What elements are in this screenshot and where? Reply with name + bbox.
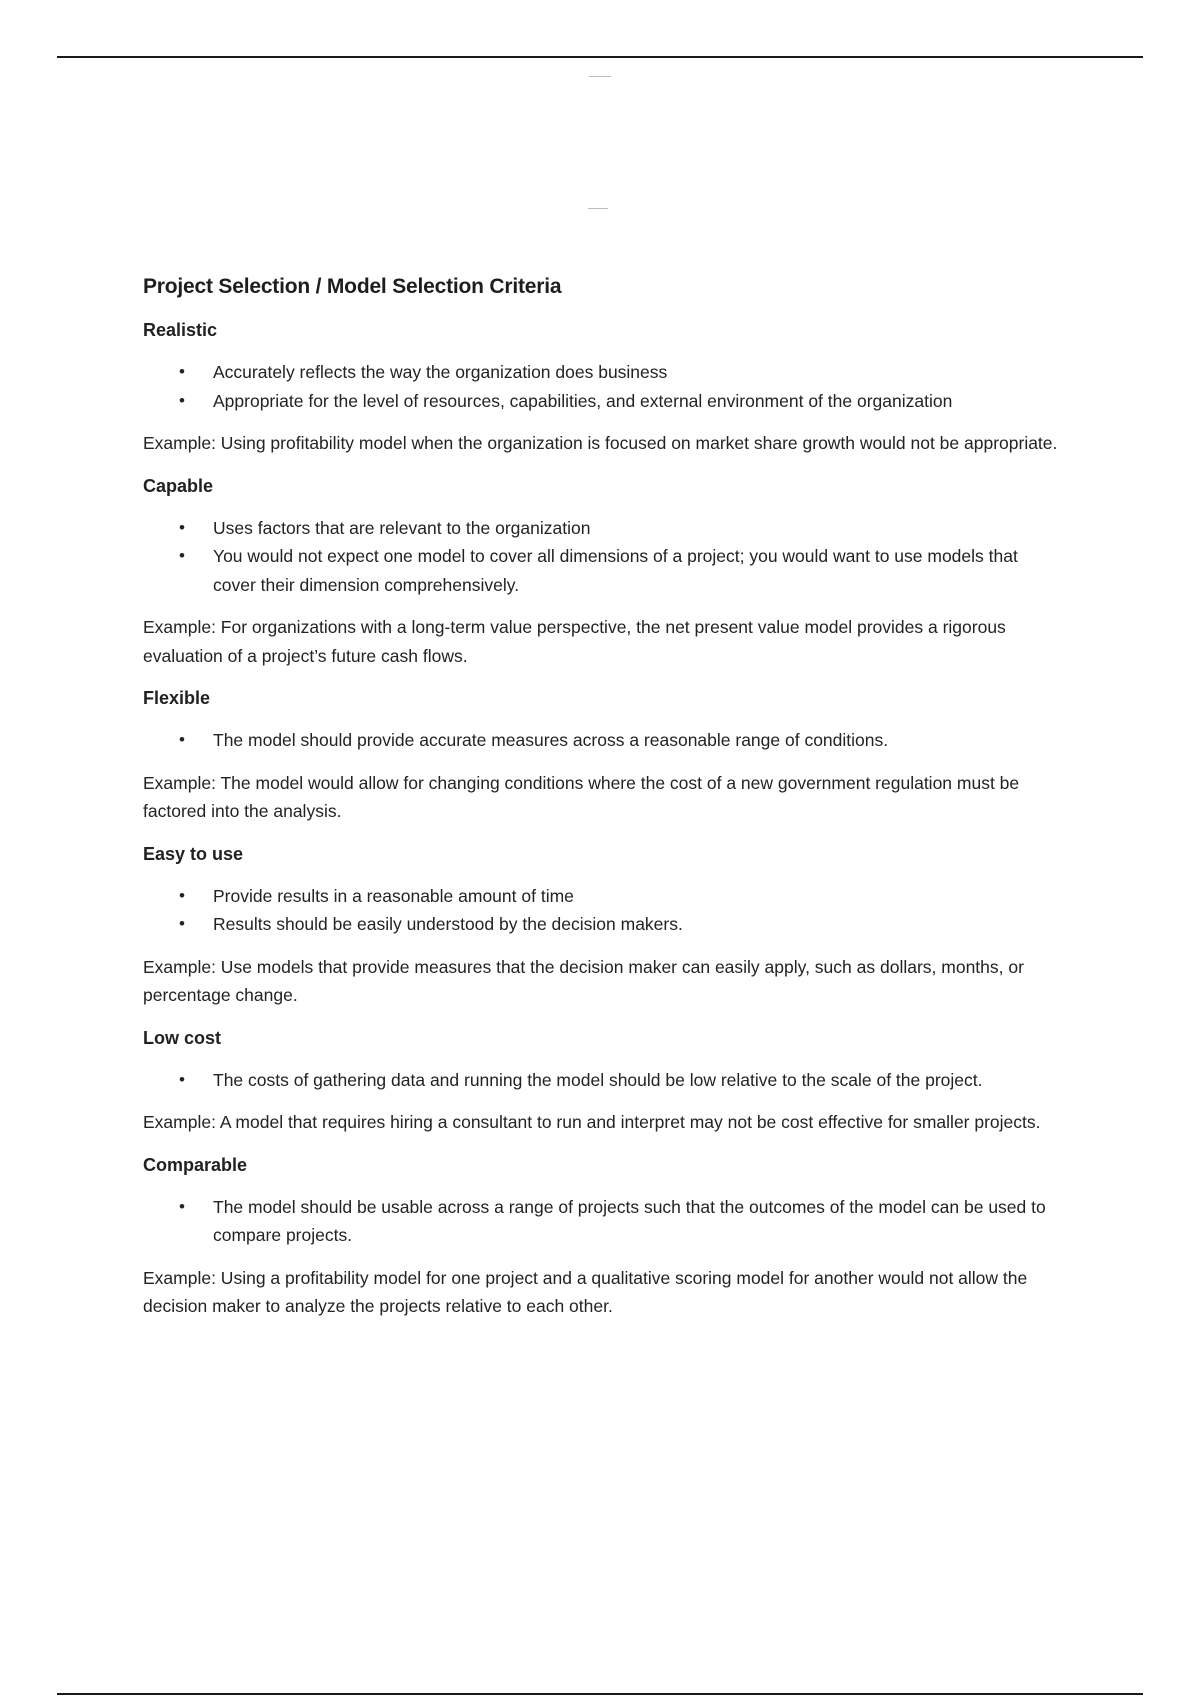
bullet-icon: • bbox=[179, 1069, 185, 1089]
document-body bbox=[143, 272, 1063, 1335]
bullet-icon: • bbox=[179, 1196, 185, 1216]
bullet-icon: • bbox=[179, 390, 185, 410]
list-item-text: The costs of gathering data and running the model should be low relative to the scale of the project. bbox=[213, 1069, 983, 1090]
bullet-list bbox=[143, 514, 1063, 600]
list-item bbox=[143, 882, 1063, 911]
list-item-text: Results should be easily understood by the decision makers. bbox=[213, 914, 683, 934]
list-item bbox=[143, 387, 1063, 416]
list-item bbox=[143, 910, 1063, 939]
section-realistic bbox=[143, 316, 1063, 458]
section-heading: Realistic bbox=[143, 320, 218, 340]
section-heading: Easy to use bbox=[143, 843, 244, 864]
bullet-icon: • bbox=[179, 546, 185, 565]
bullet-list bbox=[143, 726, 1063, 755]
section-comparable bbox=[143, 1151, 1063, 1321]
list-item bbox=[143, 1066, 1063, 1095]
bullet-icon: • bbox=[179, 730, 185, 749]
header-mark bbox=[589, 76, 611, 77]
page-top-rule bbox=[57, 56, 1143, 58]
list-item bbox=[143, 726, 1063, 755]
bullet-list bbox=[143, 882, 1063, 939]
list-item bbox=[143, 1193, 1063, 1250]
document-title: Project Selection / Model Selection Criteria bbox=[143, 275, 562, 298]
bullet-list bbox=[143, 358, 1063, 415]
example-paragraph: Example: The model would allow for changing conditions where the cost of a new government regulation must be factored into the analysis. bbox=[143, 772, 1020, 821]
list-item bbox=[143, 358, 1063, 387]
section-flexible bbox=[143, 684, 1063, 826]
list-item-text: Uses factors that are relevant to the organization bbox=[213, 517, 591, 538]
list-item bbox=[143, 542, 1063, 599]
example-paragraph: Example: Using profitability model when the organization is focused on market share growth would not be appropriate. bbox=[143, 433, 1058, 453]
bullet-icon: • bbox=[179, 914, 185, 933]
list-item-text: The model should be usable across a range of projects such that the outcomes of the model can be used to compare projects. bbox=[213, 1196, 1046, 1245]
section-capable bbox=[143, 472, 1063, 671]
list-item-text: The model should provide accurate measures across a reasonable range of conditions. bbox=[213, 730, 889, 750]
section-heading: Flexible bbox=[143, 688, 211, 708]
section-heading: Capable bbox=[143, 475, 214, 496]
bullet-list bbox=[143, 1193, 1063, 1250]
section-low-cost bbox=[143, 1024, 1063, 1137]
list-item-text: Provide results in a reasonable amount of time bbox=[213, 885, 574, 906]
section-easy-to-use bbox=[143, 840, 1063, 1010]
list-item-text: You would not expect one model to cover all dimensions of a project; you would want to use models that cover their dimension comprehensively. bbox=[213, 546, 1018, 595]
example-paragraph: Example: Use models that provide measures that the decision maker can easily apply, such as dollars, months, or percentage change. bbox=[143, 956, 1024, 1005]
section-heading: Comparable bbox=[143, 1154, 248, 1175]
page-bottom-rule bbox=[57, 1693, 1143, 1695]
section-heading: Low cost bbox=[143, 1027, 222, 1048]
list-item bbox=[143, 514, 1063, 543]
header-mark-secondary bbox=[588, 208, 608, 209]
bullet-icon: • bbox=[179, 885, 185, 905]
example-paragraph: Example: A model that requires hiring a consultant to run and interpret may not be cost effective for smaller projects. bbox=[143, 1112, 1041, 1132]
list-item-text: Appropriate for the level of resources, capabilities, and external environment of the organization bbox=[213, 390, 953, 411]
bullet-icon: • bbox=[179, 517, 185, 537]
list-item-text: Accurately reflects the way the organization does business bbox=[213, 362, 668, 382]
bullet-icon: • bbox=[179, 362, 185, 381]
bullet-list bbox=[143, 1066, 1063, 1095]
example-paragraph: Example: For organizations with a long-term value perspective, the net present value model provides a rigorous evaluation of a project’s future cash flows. bbox=[143, 617, 1006, 666]
example-paragraph: Example: Using a profitability model for one project and a qualitative scoring model for another would not allow the decision maker to analyze the projects relative to each other. bbox=[143, 1267, 1028, 1316]
